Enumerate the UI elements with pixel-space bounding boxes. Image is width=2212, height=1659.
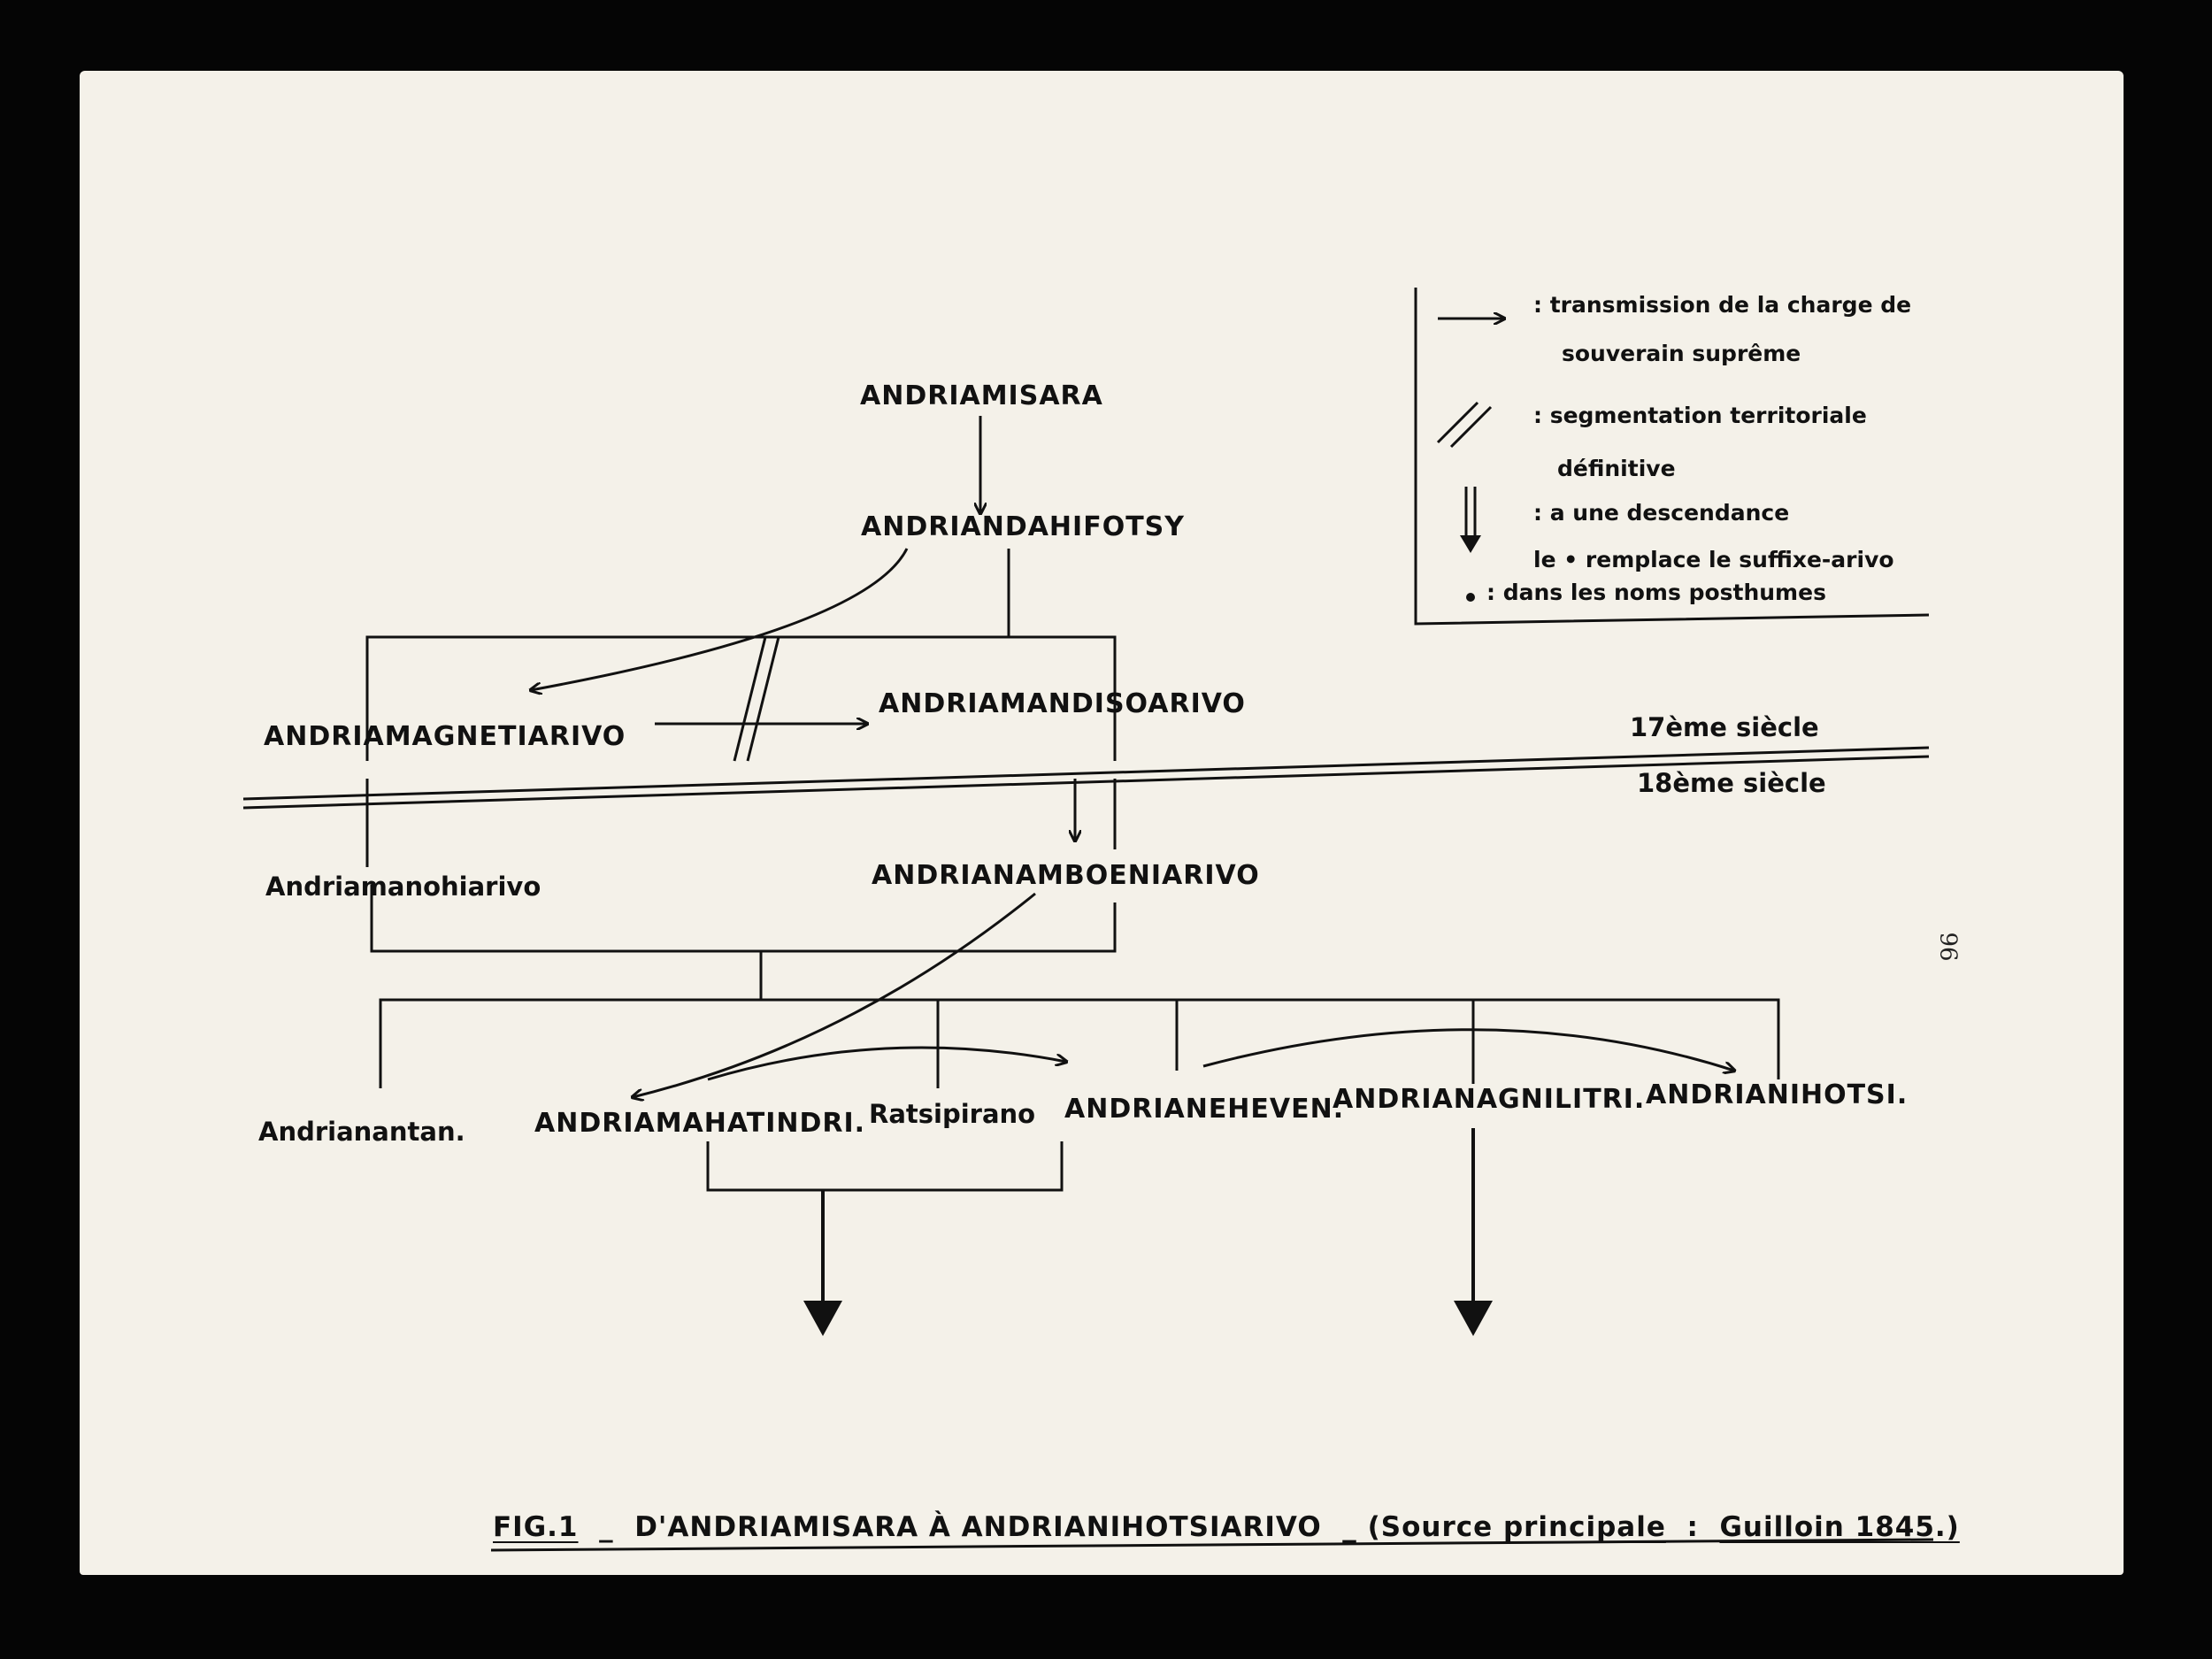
legend-dot-line-1: le • remplace le suffixe-arivo	[1533, 547, 1894, 572]
name-andriamisara: ANDRIAMISARA	[860, 380, 1103, 411]
figure-caption	[493, 1511, 1960, 1543]
name-andrianihotsi: ANDRIANIHOTSI.	[1646, 1079, 1909, 1110]
legend-dot-line-2: : dans les noms posthumes	[1486, 580, 1826, 605]
name-andriandahifotsy: ANDRIANDAHIFOTSY	[861, 511, 1185, 542]
legend-slash-sample-1	[1438, 403, 1478, 442]
legend-dot	[1466, 593, 1475, 602]
legend-arrow-line-1: : transmission de la charge de	[1533, 292, 1912, 318]
caption-fig-label: FIG.1	[493, 1511, 579, 1543]
bracket-gen4	[380, 1000, 1778, 1088]
segmentation-slash-2	[748, 637, 779, 761]
caption-dash-2: _	[1332, 1511, 1357, 1543]
legend-arrow-line-2: souverain suprême	[1562, 341, 1801, 366]
legend-down-line: : a une descendance	[1533, 500, 1790, 526]
caption-source-principale: principale	[1502, 1511, 1666, 1543]
arrow-curve-mahatindri	[633, 894, 1035, 1097]
arrow-curve-magnetiarivo	[531, 549, 907, 690]
name-andriamanohiarivo: Andriamanohiarivo	[265, 872, 541, 902]
name-andriamahatindri: ANDRIAMAHATINDRI.	[534, 1108, 866, 1139]
arrow-curve-eheven	[708, 1048, 1066, 1079]
name-andrianamboeniarivo: ANDRIANAMBOENIARIVO	[872, 860, 1260, 891]
name-andrianagnilitri: ANDRIANAGNILITRI.	[1333, 1084, 1646, 1115]
page-number: 96	[1934, 932, 1962, 962]
arrow-curve-nihotsi	[1203, 1030, 1734, 1071]
descent-arrowhead-right	[1454, 1301, 1493, 1336]
caption-source-prefix: (Source	[1367, 1511, 1494, 1543]
name-andrianeheven: ANDRIANEHEVEN.	[1064, 1094, 1345, 1125]
legend-down-arrowhead	[1460, 535, 1481, 553]
caption-title: D'ANDRIAMISARA À ANDRIANIHOTSIARIVO	[634, 1511, 1322, 1543]
caption-source-value: Guilloin 1845.)	[1719, 1511, 1960, 1543]
legend-slash-sample-2	[1451, 407, 1491, 447]
caption-dash-1: _	[588, 1511, 625, 1543]
label-18th-century: 18ème siècle	[1637, 768, 1826, 798]
name-ratsipirano: Ratsipirano	[869, 1099, 1036, 1129]
name-andrianantan: Andrianantan.	[258, 1117, 465, 1147]
legend-slash-line-2: définitive	[1557, 456, 1676, 481]
segmentation-slash-1	[734, 637, 765, 761]
label-17th-century: 17ème siècle	[1630, 712, 1819, 742]
name-andriamandisoarivo: ANDRIAMANDISOARIVO	[879, 688, 1246, 719]
descent-arrowhead-left	[803, 1301, 842, 1336]
legend-slash-line-1: : segmentation territoriale	[1533, 403, 1867, 428]
name-andriamagnetiarivo: ANDRIAMAGNETIARIVO	[264, 721, 626, 752]
caption-colon: :	[1676, 1511, 1709, 1543]
bracket-gen5	[708, 1141, 1062, 1190]
